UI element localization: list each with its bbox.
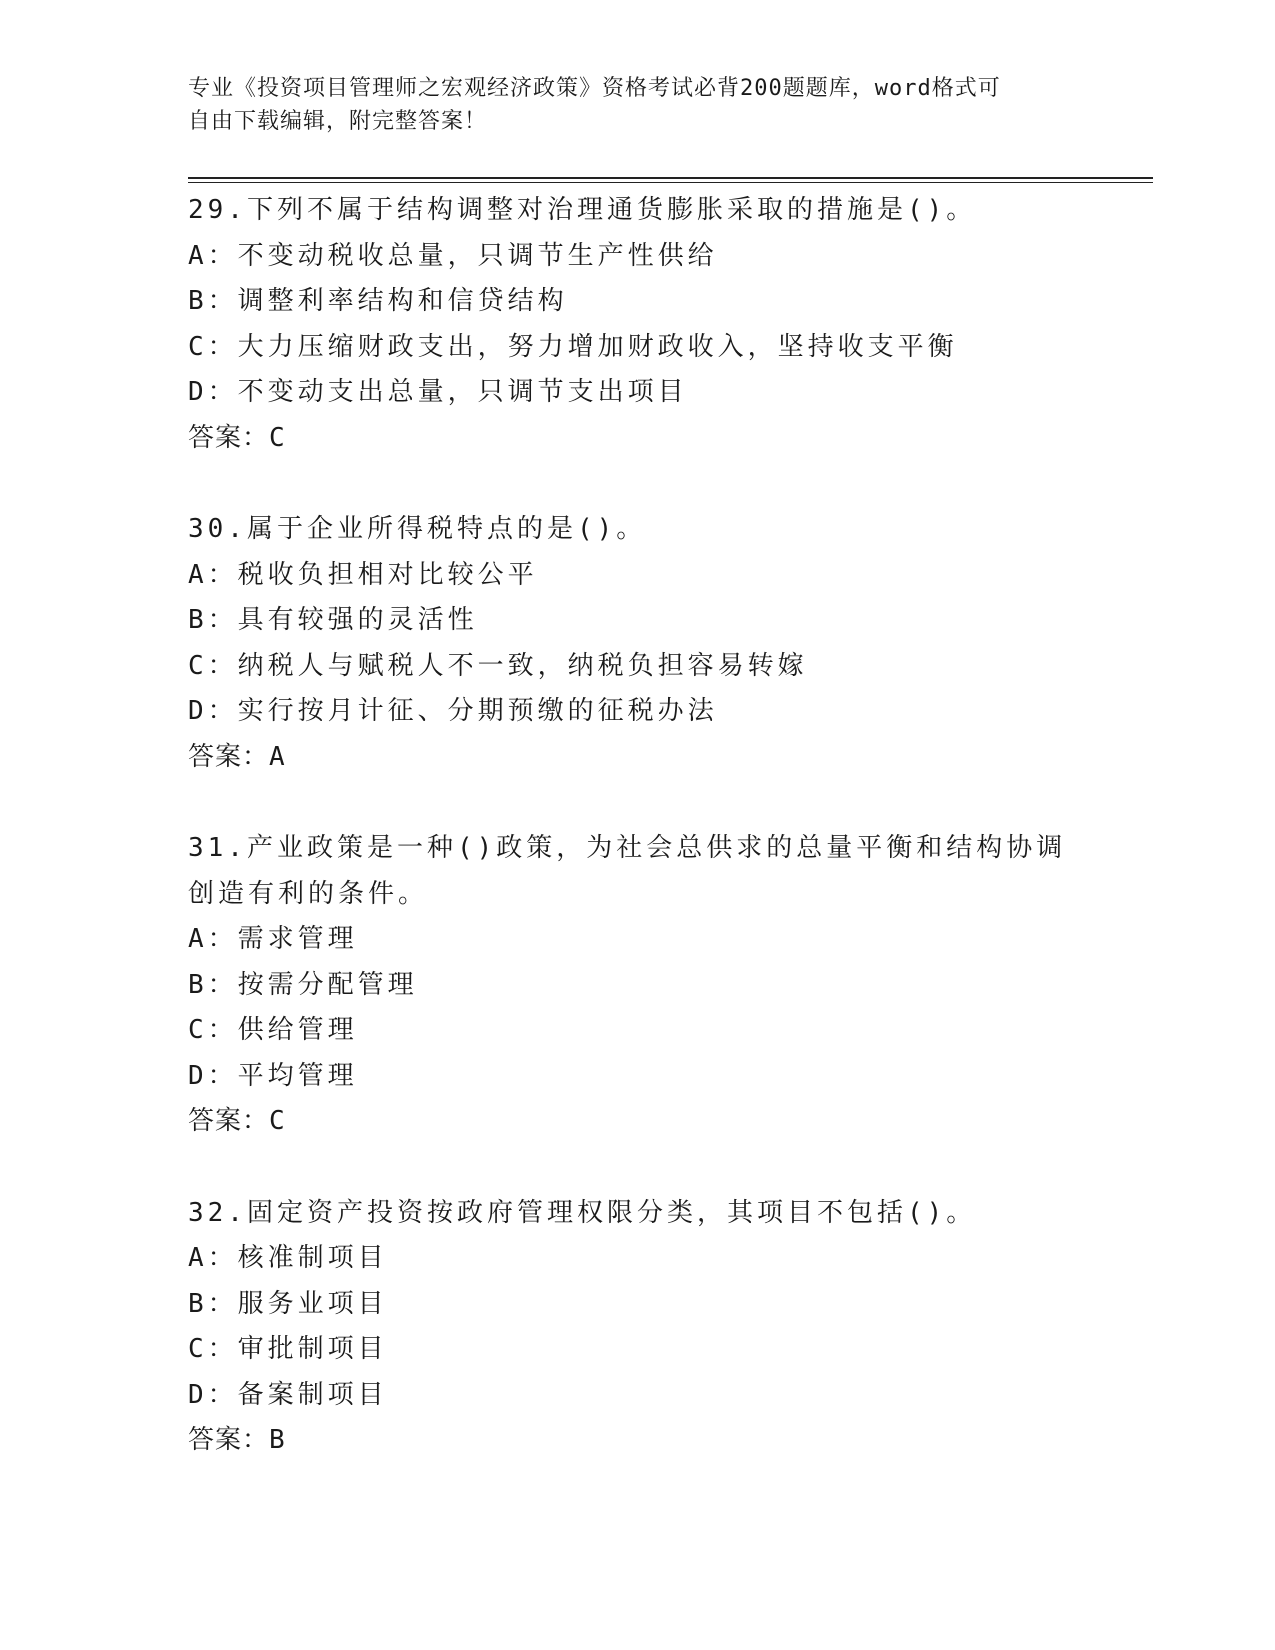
- question-stem: 29.下列不属于结构调整对治理通货膨胀采取的措施是()。: [188, 195, 977, 225]
- answer-value: C: [269, 422, 286, 453]
- option-d: D：实行按月计征、分期预缴的征税办法: [188, 696, 718, 726]
- option-a: A：需求管理: [188, 924, 358, 954]
- question-31: [188, 826, 1088, 1145]
- option-c: C：供给管理: [188, 1015, 358, 1045]
- question-stem: 30.属于企业所得税特点的是()。: [188, 514, 647, 544]
- answer-line: [188, 1418, 1088, 1464]
- question-stem: 31.产业政策是一种()政策，为社会总供求的总量平衡和结构协调创造有利的条件。: [188, 833, 1067, 909]
- answer-line: [188, 735, 1088, 781]
- option-d: D：平均管理: [188, 1060, 358, 1091]
- question-32: [188, 1191, 1088, 1464]
- answer-value: A: [269, 741, 286, 772]
- question-30: [188, 507, 1088, 780]
- question-stem: 32.固定资产投资按政府管理权限分类，其项目不包括()。: [188, 1197, 977, 1228]
- answer-value: B: [269, 1425, 286, 1455]
- option-c: C：纳税人与赋税人不一致，纳税负担容易转嫁: [188, 650, 808, 681]
- answer-line: [188, 416, 1088, 462]
- header-line-1: 专业《投资项目管理师之宏观经济政策》资格考试必背200题题库，word格式可: [188, 76, 1001, 101]
- option-c: C：大力压缩财政支出，努力增加财政收入，坚持收支平衡: [188, 331, 958, 362]
- answer-label: 答案：: [188, 422, 270, 453]
- answer-label: 答案：: [188, 1106, 270, 1136]
- header-divider-thin: [188, 182, 1153, 183]
- option-b: B：调整利率结构和信贷结构: [188, 286, 568, 316]
- answer-label: 答案：: [188, 1425, 270, 1455]
- option-d: D：不变动支出总量，只调节支出项目: [188, 377, 688, 407]
- option-d: D：备案制项目: [188, 1379, 388, 1410]
- option-c: C：审批制项目: [188, 1334, 388, 1364]
- option-b: B：服务业项目: [188, 1288, 388, 1319]
- option-b: B：按需分配管理: [188, 969, 418, 1000]
- question-list: [188, 188, 1088, 1510]
- option-a: A：核准制项目: [188, 1243, 388, 1273]
- option-b: B：具有较强的灵活性: [188, 605, 478, 635]
- question-29: [188, 188, 1088, 461]
- answer-line: [188, 1099, 1088, 1145]
- document-header: [188, 72, 1088, 138]
- header-line-2: 自由下载编辑，附完整答案！: [188, 109, 488, 134]
- answer-value: C: [269, 1106, 286, 1136]
- option-a: A：税收负担相对比较公平: [188, 559, 538, 590]
- answer-label: 答案：: [188, 741, 270, 772]
- option-a: A：不变动税收总量，只调节生产性供给: [188, 240, 718, 271]
- header-divider-thick: [188, 177, 1153, 179]
